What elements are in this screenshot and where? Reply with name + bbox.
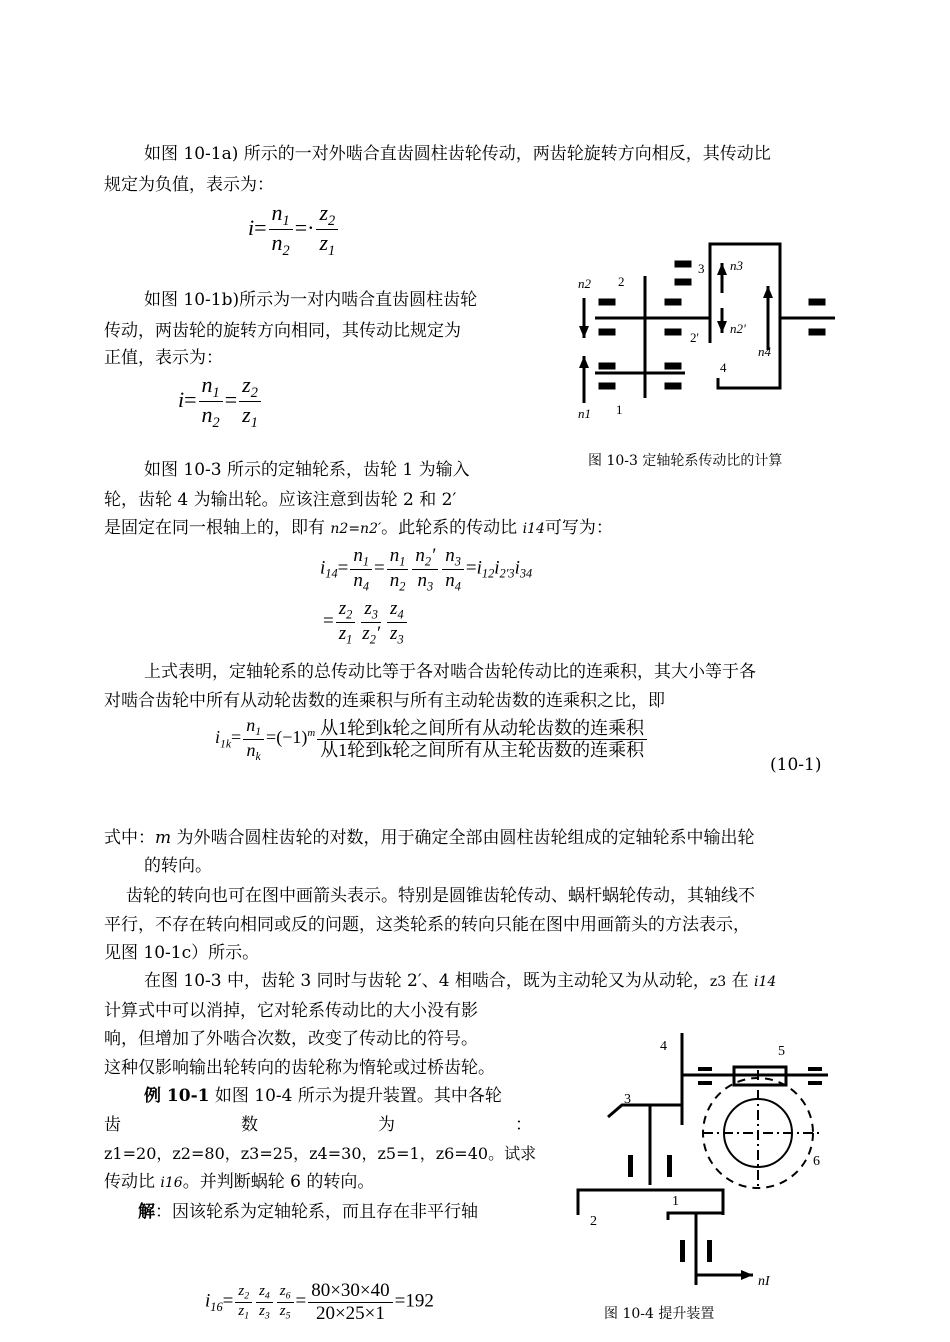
example-label: 例 10-1: [144, 1086, 210, 1106]
fig3-label-n2p: n2': [730, 321, 746, 336]
example-word-4: ：: [515, 1115, 532, 1135]
fig4-label-6: 6: [813, 1154, 820, 1169]
fig3-label-n4: n4: [758, 344, 771, 359]
para2-line3: 正值，表示为：: [104, 348, 223, 368]
eq4-frac-den: 从1轮到k轮之间所有从主轮齿数的连乘积: [320, 739, 645, 760]
para3-line1: 如图 10-3 所示的定轴轮系，齿轮 1 为输入: [144, 460, 470, 480]
para3-text-b: n2=n2′: [330, 521, 382, 537]
figure-10-3: [570, 238, 842, 428]
fig4-label-n1: nI: [758, 1274, 770, 1289]
para1-line2: 规定为负值，表示为：: [104, 175, 274, 195]
para7-line4: 这种仅影响输出轮转向的齿轮称为惰轮或过桥齿轮。: [104, 1058, 495, 1078]
equation-2: [178, 372, 263, 432]
para7-line1: [144, 968, 776, 995]
para2-line2: 传动，两齿轮的旋转方向相同，其传动比规定为: [104, 321, 461, 341]
equation-4: $i_{1k}=$ $\frac{n_1}{n_k}$ $=(-1)^m$ $\frac{\text{从1轮到k轮之间所有从动轮齿数的连乘积}}{\text{从1轮到k轮之间所有从主轮齿数的连乘积}}$: [215, 715, 649, 763]
fig3-label-n3: n3: [730, 258, 743, 273]
eq2-eq: =: [184, 386, 197, 412]
para5-text-a: 式中：: [104, 828, 155, 848]
para5-text-b: m: [155, 828, 172, 848]
eq1-eq2: =·: [294, 214, 315, 240]
para6-line1: 齿轮的转向也可在图中画箭头表示。特别是圆锥齿轮传动、蜗杆蜗轮传动，其轴线不: [126, 886, 755, 906]
para1-line1: 如图 10-1a) 所示的一对外啮合直齿圆柱齿轮传动，两齿轮旋转方向相反，其传动比: [144, 144, 771, 164]
fig4-label-1: 1: [672, 1194, 679, 1209]
eq4-frac-num: 从1轮到k轮之间所有从动轮齿数的连乘积: [317, 718, 647, 740]
eq2-frac2: $\frac{z_2}{z_1}$: [239, 372, 261, 432]
para3-line3: [104, 515, 613, 542]
para3-text-e: 可写为：: [544, 518, 613, 538]
para6-line3: 见图 10-1c）所示。: [104, 943, 260, 963]
para7-text-b: z3: [709, 974, 727, 990]
example-text-4c: 。并判断蜗轮 6 的转向。: [182, 1172, 375, 1192]
para5-line2: 的转向。: [144, 856, 212, 876]
eq1-frac2: $\frac{z_2}{z_1}$: [316, 200, 338, 260]
fig3-label-3: 3: [698, 261, 705, 276]
eq2-lhs: i: [178, 386, 185, 412]
example-text-1: 如图 10-4 所示为提升装置。其中各轮: [209, 1086, 502, 1106]
eq5-result: =192: [394, 1290, 434, 1312]
para7-line3: 响，但增加了外啮合次数，改变了传动比的符号。: [104, 1029, 478, 1049]
fig4-label-4: 4: [660, 1039, 667, 1054]
eq1-lhs: i: [248, 214, 255, 240]
figure-10-3-caption: 图 10-3 定轴轮系传动比的计算: [588, 453, 783, 469]
para7-text-a: 在图 10-3 中，齿轮 3 同时与齿轮 2′、4 相啮合，既为主动轮又为从动轮，: [144, 971, 710, 991]
fig4-label-2: 2: [590, 1214, 597, 1229]
para5-line1: [104, 825, 755, 851]
para3-text-d: i14: [522, 521, 545, 537]
fig3-label-2p: 2': [690, 330, 699, 345]
eq1-frac1: $\frac{n_1}{n_2}$: [269, 200, 293, 260]
eq1-eq: =: [254, 214, 267, 240]
example-word-1: 齿: [104, 1115, 121, 1135]
para7-text-c: 在: [726, 971, 755, 991]
para4-line1: 上式表明，定轴轮系的总传动比等于各对啮合齿轮传动比的连乘积，其大小等于各: [144, 662, 756, 682]
fig3-label-n2: n2: [578, 276, 591, 291]
para3-line2: 轮，齿轮 4 为输出轮。应该注意到齿轮 2 和 2′: [104, 490, 457, 510]
para6-line2: 平行，不存在转向相同或反的问题，这类轮系的转向只能在图中用画箭头的方法表示，: [104, 915, 750, 935]
equation-1: [248, 200, 340, 260]
equation-4-number: (10-1): [770, 755, 822, 775]
solution-text: ：因该轮系为定轴轮系，而且存在非平行轴: [155, 1202, 478, 1222]
example-text-4a: 传动比: [104, 1172, 161, 1192]
fig3-label-n1: n1: [578, 406, 591, 421]
example-line1: [144, 1083, 502, 1109]
example-line4: [104, 1169, 374, 1196]
para3-text-a: 是固定在同一根轴上的，即有: [104, 518, 331, 538]
example-word-3: 为: [378, 1115, 395, 1135]
para3-text-c: 。此轮系的传动比: [381, 518, 523, 538]
fig3-label-4: 4: [720, 360, 727, 375]
eq2-frac1: $\frac{n_1}{n_2}$: [199, 372, 223, 432]
example-line2: [104, 1112, 532, 1138]
example-text-4b: i16: [160, 1175, 183, 1191]
equation-3-row2: = $\frac{z_2}{z_1}$ $\frac{z_3}{z_2'}$ $\frac{z_4}{z_3}$: [323, 598, 409, 646]
para4-line2: 对啮合齿轮中所有从动轮齿数的连乘积与所有主动轮齿数的连乘积之比，即: [104, 691, 665, 711]
eq2-eq2: =: [224, 386, 238, 412]
equation-3-row1: $i_{14}=$ $\frac{n_1}{n_4}$ = $\frac{n_1}{n_2}$ $\frac{n_2'}{n_3}$ $\frac{n_3}{n_4}$ $=i_{12}i_{2'3}i_{34}$: [320, 545, 533, 593]
para5-text-c: 为外啮合圆柱齿轮的对数，用于确定全部由圆柱齿轮组成的定轴轮系中输出轮: [171, 828, 755, 848]
eq5-num: 80×30×40: [308, 1280, 392, 1303]
para2-line1: 如图 10-1b)所示为一对内啮合直齿圆柱齿轮: [144, 290, 478, 310]
fig4-label-5: 5: [778, 1044, 785, 1059]
example-word-2: 数: [241, 1115, 258, 1135]
solution-line: [138, 1199, 478, 1225]
para7-line2: 计算式中可以消掉，它对轮系传动比的大小没有影: [104, 1001, 478, 1021]
equation-5: $i_{16}=$ $\frac{z_2}{z_1}$ $\frac{z_4}{z_3}$ $\frac{z_6}{z_5}$ = $\frac{80\times 30\times 40}{20\times 25\times 1}$ =192: [205, 1280, 434, 1324]
fig3-label-2: 2: [618, 274, 625, 289]
solution-label: 解: [138, 1202, 155, 1222]
fig4-label-3: 3: [624, 1092, 631, 1107]
para7-text-d: i14: [754, 974, 777, 990]
eq5-den: 20×25×1: [315, 1302, 385, 1324]
figure-10-4-caption: 图 10-4 提升装置: [604, 1306, 715, 1322]
fig3-label-1: 1: [616, 402, 623, 417]
figure-10-4: [568, 1025, 840, 1295]
example-line3: z1=20，z2=80，z3=25，z4=30，z5=1，z6=40。试求: [104, 1144, 537, 1163]
